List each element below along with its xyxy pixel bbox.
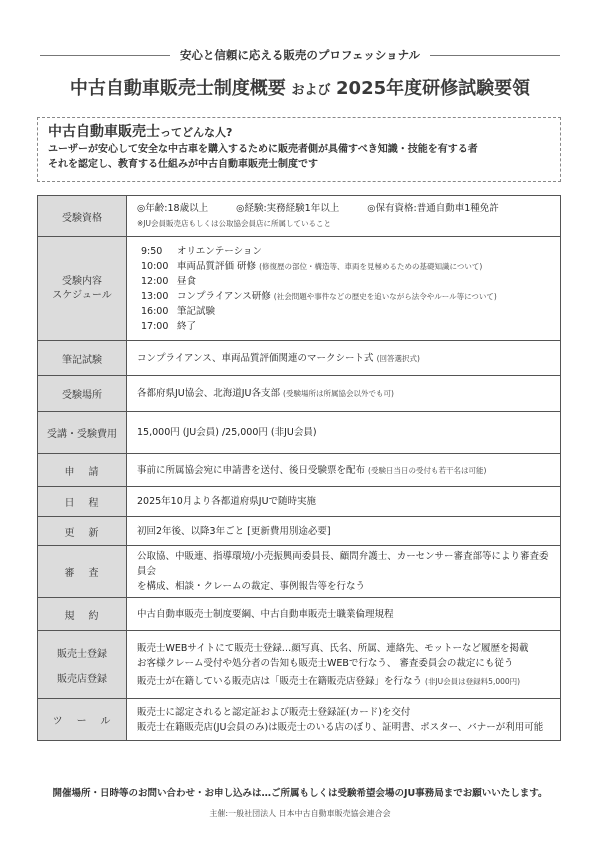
schedule-list: [137, 244, 550, 334]
value-rules: 中古自動車販売士制度要綱、中古自動車販売士職業倫理規程: [127, 598, 561, 631]
review-line1: 公取協、中販連、指導環境/小売振興両委員長、顧問弁護士、カーセンサー審査部等により審査委員会: [137, 551, 549, 577]
written-text: コンプライアンス、車両品質評価関連のマークシート式: [137, 352, 374, 364]
label-registration: [38, 631, 127, 699]
venue-text: 各都府県JU協会、北海道JU各支部: [137, 388, 281, 399]
spec-table: [37, 195, 561, 741]
tools-line2: 販売士在籍販売店(JU会員のみ)は販売士のいる店のぼり、証明書、ポスター、バナーが利用可能: [137, 721, 544, 733]
registration-line2: お客様クレーム受付や処分者の告知も販売士WEBで行なう、 審査委員会の裁定にも従う: [137, 657, 514, 669]
intro-heading: [48, 123, 550, 142]
schedule-time: 13:00: [141, 290, 169, 302]
tools-line1: 販売士に認定されると認定証および販売士登録証(カード)を交付: [137, 706, 411, 718]
tagline-text: 安心と信頼に応える販売のプロフェッショナル: [179, 48, 421, 62]
value-fee: 15,000円 (JU会員) /25,000円 (非JU会員): [127, 412, 561, 454]
label-tools: ツール: [38, 699, 127, 741]
label-review: 審査: [38, 546, 127, 598]
value-renewal: 初回2年後、以降3年ごと [更新費用別途必要]: [127, 517, 561, 546]
row-tools: [38, 699, 561, 741]
schedule-time: 9:50: [141, 245, 163, 257]
row-written: [38, 341, 561, 376]
row-rules: [38, 598, 561, 631]
schedule-time: 10:00: [141, 260, 169, 272]
registration-line1: 販売士WEBサイトにて販売士登録…顔写真、氏名、所属、連絡先、モットーなど履歴を掲載: [137, 642, 529, 654]
written-note: (回答選択式): [376, 353, 420, 363]
label-written: 筆記試験: [38, 341, 127, 376]
eligibility-experience: ◎経験:実務経験1年以上: [236, 203, 340, 214]
tagline-left-rule: [40, 55, 170, 56]
title-part2: 2025年度研修試験要領: [336, 78, 531, 99]
value-dates: 2025年10月より各都道府県JUで随時実施: [127, 487, 561, 517]
title-conj: および: [291, 83, 331, 98]
value-tools: [127, 699, 561, 741]
eligibility-note: ※JU会員販売店もしくは公取協会員店に所属していること: [137, 219, 331, 228]
label-schedule: [38, 237, 127, 341]
review-line2: を構成、相談・クレームの裁定、事例報告等を行なう: [137, 581, 366, 592]
application-note: (受験日当日の受付も若干名は可能): [368, 465, 487, 475]
row-venue: [38, 376, 561, 412]
label-registration-1: 販売士登録: [57, 648, 107, 660]
row-dates: [38, 487, 561, 517]
schedule-item: コンプライアンス研修 (社会問題や事件などの歴史を追いながら法令やルール等について): [177, 290, 497, 302]
venue-note: (受験場所は所属協会以外でも可): [283, 389, 394, 398]
label-fee: 受講・受験費用: [38, 412, 127, 454]
value-review: [127, 546, 561, 598]
label-schedule-1: 受験内容: [62, 275, 102, 287]
label-schedule-2: スケジュール: [52, 289, 112, 301]
application-text: 事前に所属協会宛に申請書を送付、後日受験票を配布: [137, 464, 366, 476]
schedule-item: 昼食: [177, 275, 197, 287]
title-part1: 中古自動車販売士制度概要: [69, 78, 286, 99]
intro-box: [37, 117, 561, 182]
value-schedule: [127, 237, 561, 341]
value-venue: [127, 376, 561, 412]
registration-line3-note: (非JU会員は登録料5,000円): [425, 676, 521, 686]
schedule-time: 17:00: [141, 320, 169, 332]
row-review: [38, 546, 561, 598]
value-registration: [127, 631, 561, 699]
label-venue: 受験場所: [38, 376, 127, 412]
label-registration-2: 販売店登録: [57, 673, 107, 685]
schedule-item: 車両品質評価 研修 (修復歴の部位・構造等、車両を見極めるための基礎知識について): [177, 260, 483, 272]
schedule-item: 筆記試験: [177, 305, 216, 317]
intro-heading-main: 中古自動車販売士: [48, 124, 160, 140]
label-rules: 規約: [38, 598, 127, 631]
schedule-item: 終了: [177, 320, 197, 332]
label-eligibility: 受験資格: [38, 196, 127, 237]
row-eligibility: [38, 196, 561, 237]
row-renewal: [38, 517, 561, 546]
intro-line1: ユーザーが安心して安全な中古車を購入するために販売者側が具備すべき知識・技能を有する者: [48, 144, 478, 155]
label-application: 申請: [38, 454, 127, 487]
label-renewal: 更新: [38, 517, 127, 546]
row-registration: [38, 631, 561, 699]
row-fee: [38, 412, 561, 454]
value-eligibility: [127, 196, 561, 237]
row-schedule: [38, 237, 561, 341]
contact-note: 開催場所・日時等のお問い合わせ・お申し込みは…ご所属もしくは受験希望会場のJU事務局までお願いいたします。: [52, 788, 548, 799]
schedule-item: オリエンテーション: [177, 245, 262, 257]
label-dates: 日程: [38, 487, 127, 517]
tagline: [0, 46, 600, 64]
row-application: [38, 454, 561, 487]
intro-line2: それを認定し、教育する仕組みが中古自動車販売士制度です: [48, 159, 318, 170]
tagline-right-rule: [430, 55, 560, 56]
registration-line3: 販売士が在籍している販売店は「販売士在籍販売店登録」を行なう: [137, 675, 423, 687]
intro-heading-suffix: ってどんな人?: [160, 126, 233, 139]
schedule-time: 12:00: [141, 275, 169, 287]
value-written: [127, 341, 561, 376]
schedule-time: 16:00: [141, 305, 169, 317]
sponsor: 主催:一般社団法人 日本中古自動車販売協会連合会: [209, 809, 391, 818]
eligibility-license: ◎保有資格:普通自動車1種免許: [367, 203, 499, 214]
value-application: [127, 454, 561, 487]
page-title: [0, 74, 600, 100]
eligibility-age: ◎年齢:18歳以上: [137, 203, 209, 214]
